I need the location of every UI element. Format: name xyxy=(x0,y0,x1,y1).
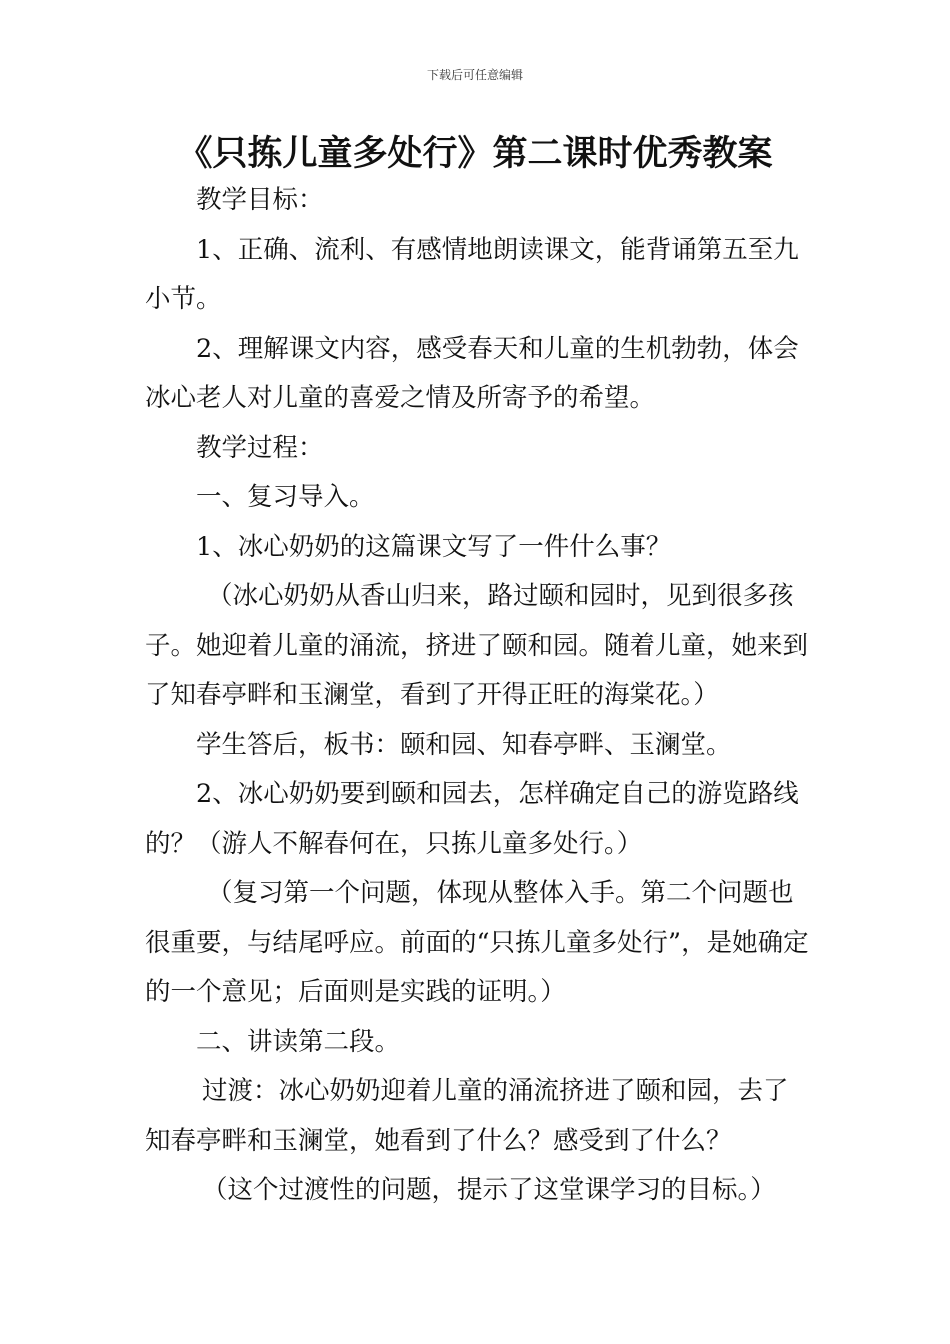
document-body xyxy=(145,176,810,1216)
document-title: 《只拣儿童多处行》第二课时优秀教案 xyxy=(177,134,773,174)
heading-process: 教学过程： xyxy=(196,432,324,463)
blackboard-note: 学生答后，板书：颐和园、知春亭畔、玉澜堂。 xyxy=(196,729,732,760)
question-1: 1、冰心奶奶的这篇课文写了一件什么事？ xyxy=(196,531,672,562)
transition-note: （这个过渡性的问题，提示了这堂课学习的目标。） xyxy=(202,1175,776,1205)
transition-paragraph: 过渡：冰心奶奶迎着儿童的涌流挤进了颐和园，去了知春亭畔和玉澜堂，她看到了什么？感受到了什么？ xyxy=(145,1076,789,1156)
page-header: 下载后可任意编辑 xyxy=(426,68,523,82)
section-2-heading: 二、讲读第二段。 xyxy=(196,1026,401,1057)
heading-objectives: 教学目标： xyxy=(196,185,324,215)
objective-1: 1、正确、流利、有感情地朗读课文，能背诵第五至九小节。 xyxy=(145,234,799,314)
section-1-heading: 一、复习导入。 xyxy=(196,482,375,512)
review-note: （复习第一个问题，体现从整体入手。第二个问题也很重要，与结尾呼应。前面的“只拣儿童多处行”，是她确定的一个意见；后面则是实践的证明。） xyxy=(145,878,809,1007)
answer-1: （冰心奶奶从香山归来，路过颐和园时，见到很多孩子。她迎着儿童的涌流，挤进了颐和园。随着儿童，她来到了知春亭畔和玉澜堂，看到了开得正旺的海棠花。） xyxy=(145,581,809,710)
question-2: 2、冰心奶奶要到颐和园去，怎样确定自己的游览路线的？（游人不解春何在，只拣儿童多处行。） xyxy=(145,779,799,859)
objective-2: 2、理解课文内容，感受春天和儿童的生机勃勃，体会冰心老人对儿童的喜爱之情及所寄予的希望。 xyxy=(145,333,799,413)
